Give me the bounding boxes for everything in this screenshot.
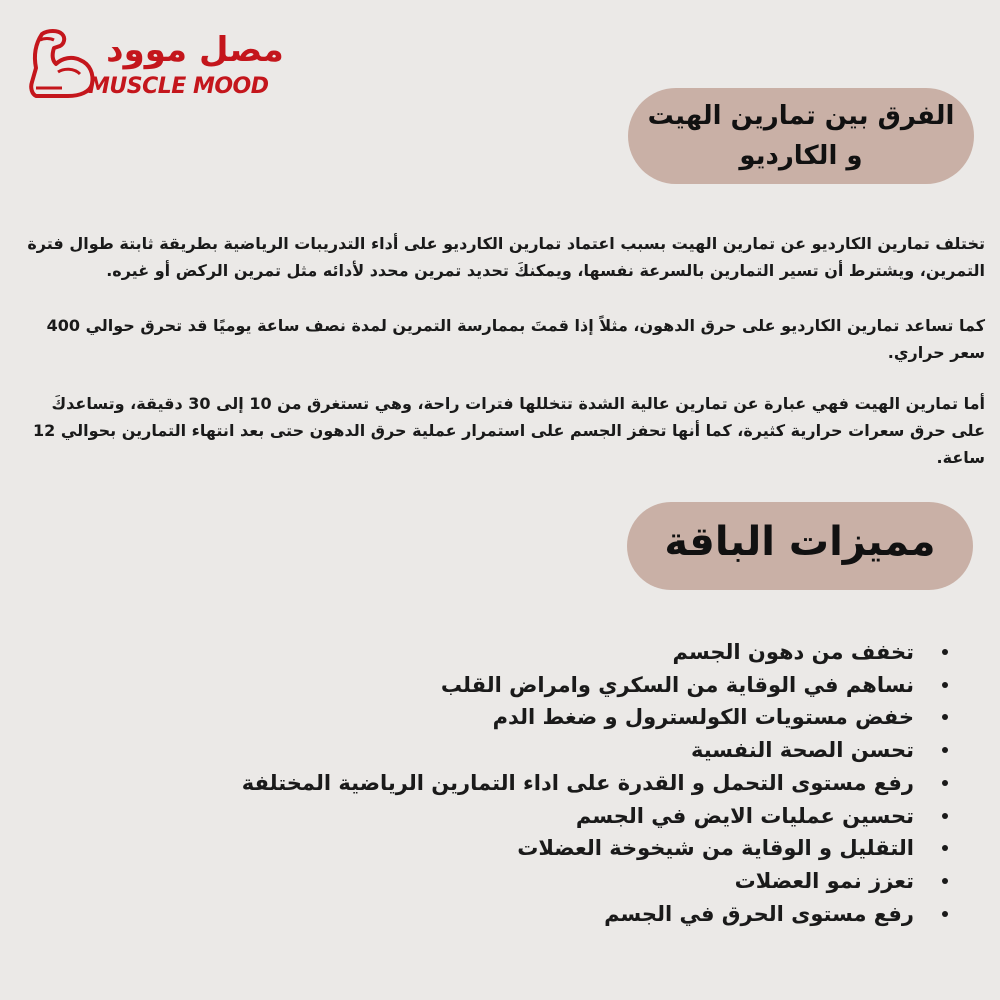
brand-logo [22, 28, 284, 100]
heading-line-1: الفرق بين تمارين الهيت [647, 101, 955, 131]
paragraph-hiit: أما تمارين الهيت فهي عبارة عن تمارين عالية الشدة تتخللها فترات راحة، وهي تستغرق من 10 إلى 30 دقيقة، وتساعدكَ على حرق سعرات حرارية كثيرة، كما أنها تحفز الجسم على استمرار عملية حرق الدهون حتى بعد انتهاء التمارين بحوالي 12 ساعة. [33, 394, 985, 467]
list-item: خفض مستويات الكولسترول و ضغط الدم [200, 701, 952, 734]
list-item: تحسين عمليات الايض في الجسم [200, 800, 952, 833]
bullet-icon [942, 813, 948, 819]
bullet-icon [942, 845, 948, 851]
section-heading-features: مميزات الباقة [627, 502, 973, 590]
paragraph-cardio-burn: كما تساعد تمارين الكارديو على حرق الدهون، مثلاً إذا قمتَ بممارسة التمرين لمدة نصف ساعة يوميًا قد تحرق حوالي 400 سعر حراري. [46, 316, 985, 362]
list-item: التقليل و الوقاية من شيخوخة العضلات [200, 832, 952, 865]
list-item: تعزز نمو العضلات [200, 865, 952, 898]
bullet-icon [942, 649, 948, 655]
list-item: تحسن الصحة النفسية [200, 734, 952, 767]
list-item: رفع مستوى الحرق في الجسم [200, 898, 952, 931]
bullet-icon [942, 747, 948, 753]
bullet-icon [942, 682, 948, 688]
section-heading-difference [628, 88, 974, 184]
bullet-icon [942, 878, 948, 884]
bullet-icon [942, 714, 948, 720]
bullet-icon [942, 911, 948, 917]
list-item: نساهم في الوقاية من السكري وامراض القلب [200, 669, 952, 702]
list-item: تخفف من دهون الجسم [200, 636, 952, 669]
features-list [200, 636, 952, 930]
heading-line-2: و الكارديو [739, 141, 863, 171]
logo-english-text: MUSCLE MOOD [88, 74, 269, 99]
list-item: رفع مستوى التحمل و القدرة على اداء التمارين الرياضية المختلفة [200, 767, 952, 800]
paragraph-cardio-vs-hiit: تختلف تمارين الكارديو عن تمارين الهيت بسبب اعتماد تمارين الكارديو على أداء التدريبات الرياضية بطريقة ثابتة طوال فترة التمرين، ويشترط أن تسير التمارين بالسرعة نفسها، ويمكنكَ تحديد تمرين محدد لأدائه مثل تمرين الركض أو غيره. [27, 234, 985, 280]
logo-arabic-text: مصل موود [106, 30, 284, 70]
bullet-icon [942, 780, 948, 786]
